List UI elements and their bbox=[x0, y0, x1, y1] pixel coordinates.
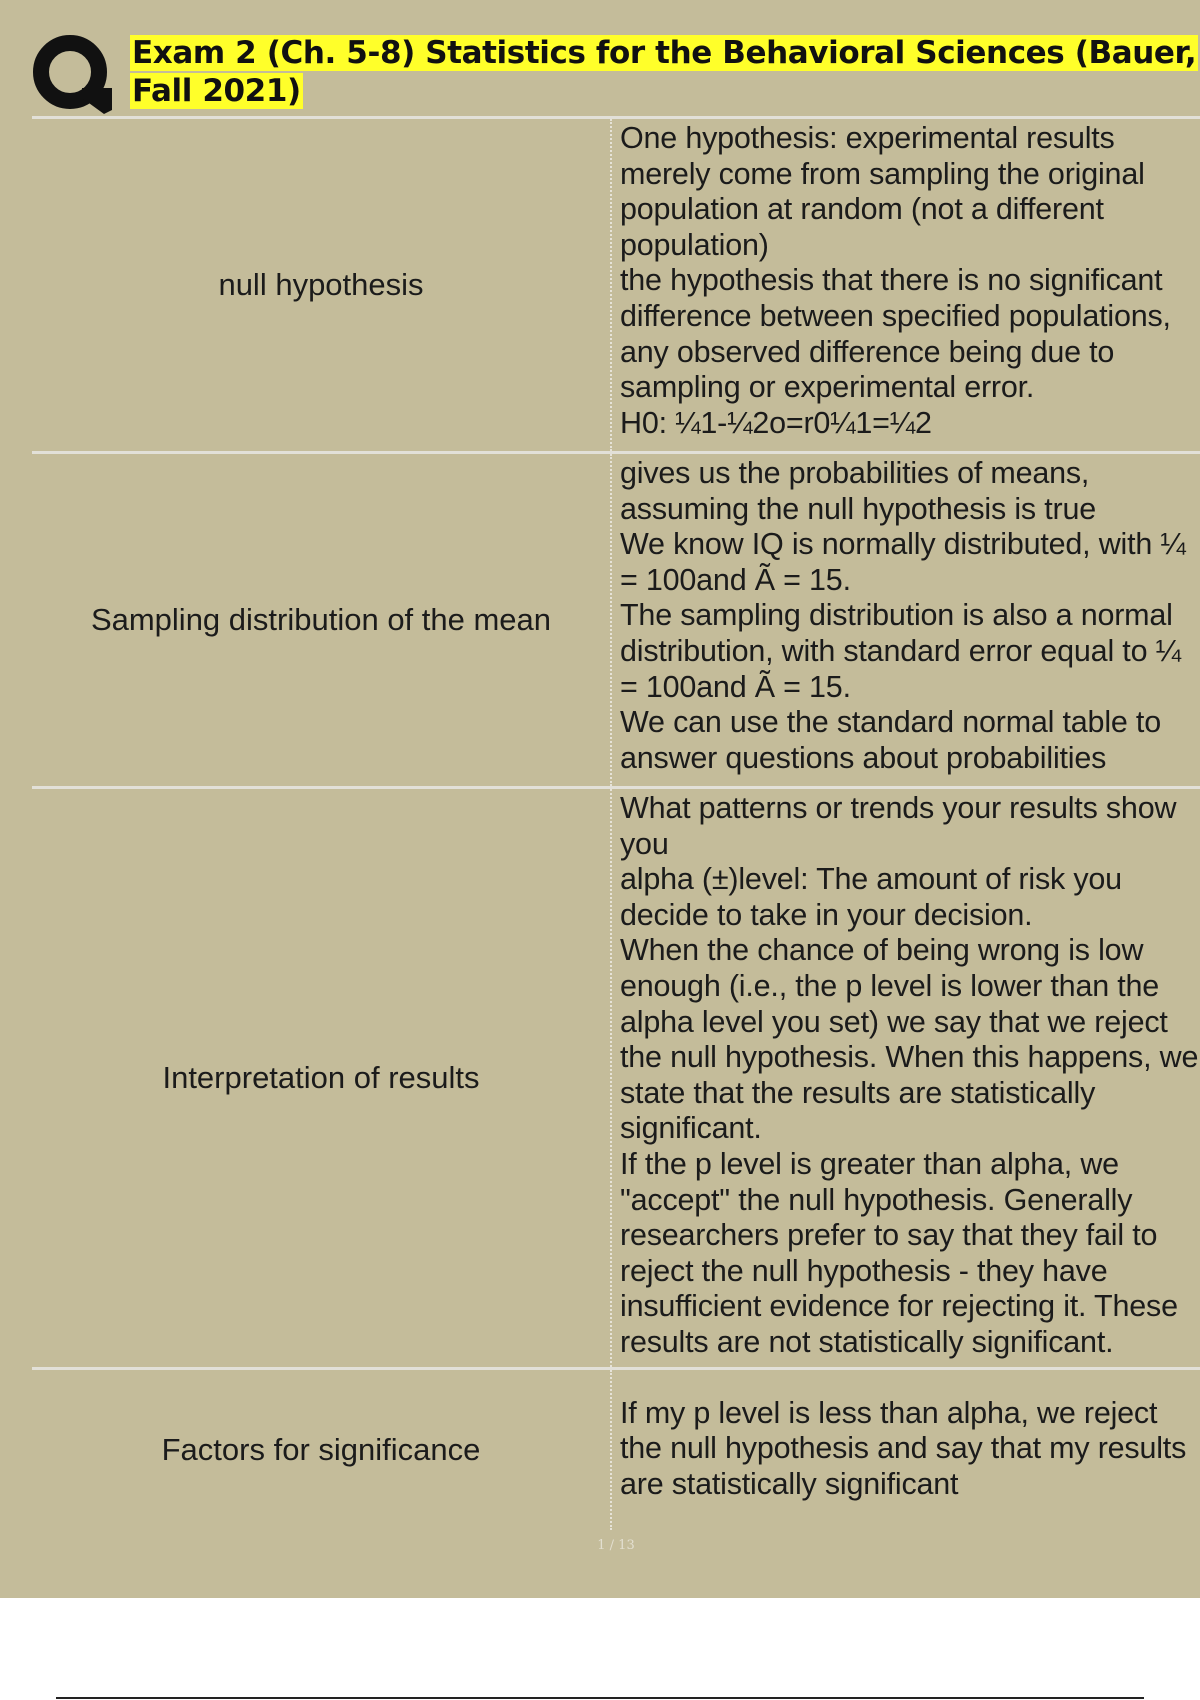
page-number: 1 / 13 bbox=[597, 1538, 635, 1553]
definition-line: H0: ¼1-¼2o=r0¼1=¼2 bbox=[620, 405, 932, 440]
term-cell: Interpretation of results bbox=[32, 789, 612, 1367]
definition-cell bbox=[612, 1370, 1200, 1530]
definition-line: What patterns or trends your results show you bbox=[620, 791, 1177, 861]
table-row bbox=[32, 786, 1200, 1367]
definition-line: The sampling distribution is also a normal distribution, with standard error equal to ¼ = 100and Ã = 15. bbox=[620, 598, 1181, 704]
term-cell: Sampling distribution of the mean bbox=[32, 454, 612, 786]
flashcard-table bbox=[32, 116, 1200, 1530]
definition-cell bbox=[612, 119, 1200, 451]
table-row bbox=[32, 451, 1200, 786]
definition-line: If my p level is less than alpha, we reject the null hypothesis and say that my results are statistically significant bbox=[620, 1395, 1187, 1501]
definition-line: gives us the probabilities of means, assuming the null hypothesis is true bbox=[620, 456, 1096, 526]
table-row bbox=[32, 116, 1200, 451]
definition-line: When the chance of being wrong is low enough (i.e., the p level is lower than the alpha level you set) we say that we reject the null hypothesis. When this happens, we state that the results are statistically significant. bbox=[620, 933, 1199, 1146]
definition-cell bbox=[612, 454, 1200, 786]
definition-line: One hypothesis: experimental results merely come from sampling the original population at random (not a different population) bbox=[620, 121, 1145, 262]
definition-line: the hypothesis that there is no significant difference between specified populations, any observed difference being due to sampling or experimental error. bbox=[620, 263, 1171, 405]
header bbox=[32, 34, 1200, 114]
definition-line: We know IQ is normally distributed, with ¼ = 100and Ã = 15. bbox=[620, 527, 1186, 597]
term-cell: Factors for significance bbox=[32, 1370, 612, 1530]
definition-line: alpha (±)level: The amount of risk you decide to take in your decision. bbox=[620, 862, 1122, 932]
q-logo-icon bbox=[32, 34, 112, 114]
definition-cell bbox=[612, 789, 1200, 1367]
divider bbox=[56, 1697, 1144, 1699]
term-cell: null hypothesis bbox=[32, 119, 612, 451]
document-title: Exam 2 (Ch. 5-8) Statistics for the Behavioral Sciences (Bauer, Fall 2021) bbox=[132, 35, 1197, 109]
table-row bbox=[32, 1367, 1200, 1530]
definition-line: We can use the standard normal table to answer questions about probabilities bbox=[620, 705, 1161, 775]
definition-line: If the p level is greater than alpha, we "accept" the null hypothesis. Generally researchers prefer to say that they fail to reject the null hypothesis - they have insufficient evidence for rejecting it. These results are not statistically significant. bbox=[620, 1146, 1178, 1359]
